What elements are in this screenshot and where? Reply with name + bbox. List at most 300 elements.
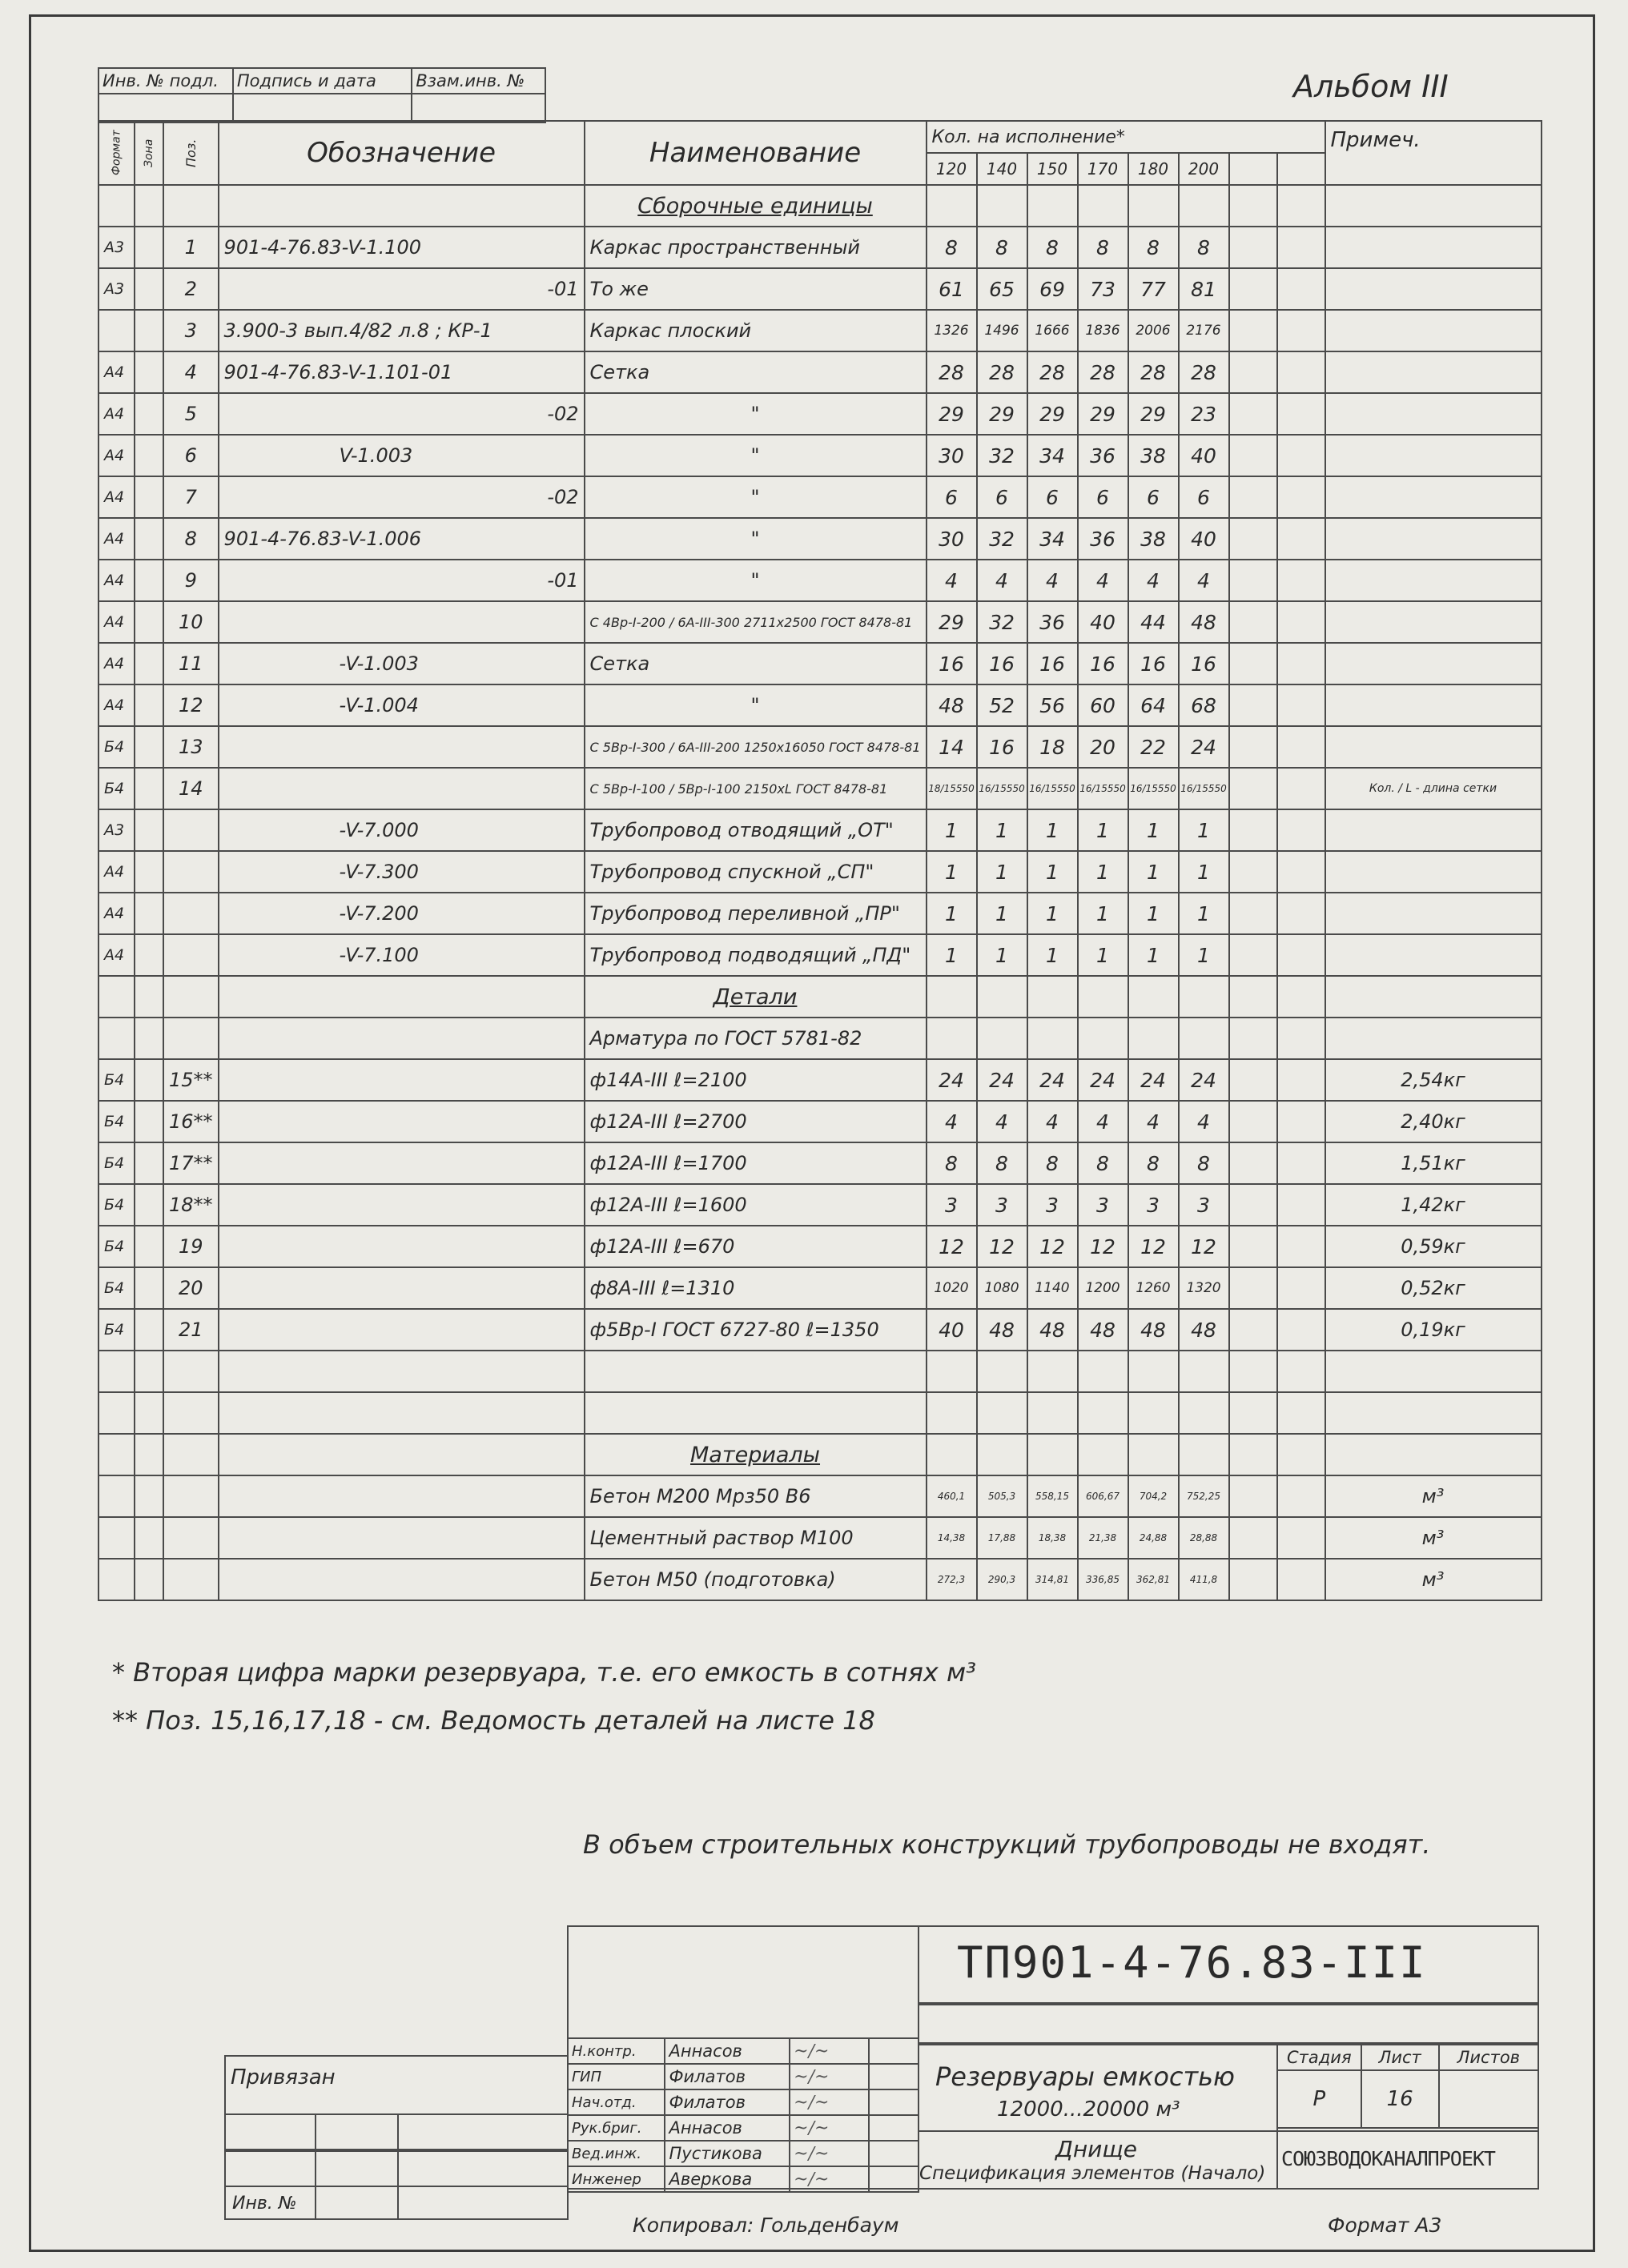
designation-header: Обозначение xyxy=(219,121,585,185)
name-cell: ф12А-III ℓ=2700 xyxy=(585,1101,927,1142)
qty-cell: 1 xyxy=(1027,893,1078,934)
name-cell: " xyxy=(585,476,927,518)
qty-cell: 8 xyxy=(1078,1142,1128,1184)
role-label: ГИП xyxy=(568,2064,665,2089)
qty-cell: 48 xyxy=(1027,1309,1078,1351)
extra-cell xyxy=(1229,1018,1277,1059)
position-cell: 20 xyxy=(163,1267,219,1309)
spec-row xyxy=(98,1101,1542,1142)
zone-cell xyxy=(135,1018,163,1059)
sign-label: Подпись и дата xyxy=(233,68,412,94)
qty-cell: 16 xyxy=(977,643,1027,684)
qty-cell xyxy=(977,1018,1027,1059)
qty-cell: 16/15550 xyxy=(1078,768,1128,809)
role-person: Пустикова xyxy=(665,2141,790,2166)
designation-cell: 901-4-76.83-V-1.101-01 xyxy=(219,351,585,393)
format-cell: А3 xyxy=(98,227,135,268)
note-cell: 2,54кг xyxy=(1325,1059,1542,1101)
designation-cell: -01 xyxy=(219,560,585,601)
name-cell: ф12А-III ℓ=1700 xyxy=(585,1142,927,1184)
extra-cell xyxy=(1277,809,1325,851)
zone-cell xyxy=(135,1226,163,1267)
remark: В объем строительных конструкций трубопроводы не входят. xyxy=(583,1829,1431,1860)
format-cell: А4 xyxy=(98,393,135,435)
position-cell xyxy=(163,1351,219,1392)
note-cell xyxy=(1325,393,1542,435)
qty-cell: 48 xyxy=(1078,1309,1128,1351)
signature-mark: ~∕~ xyxy=(794,2066,830,2087)
extra-cell xyxy=(1229,1517,1277,1559)
role-person: Аннасов xyxy=(665,2115,790,2141)
position-cell: 14 xyxy=(163,768,219,809)
name-cell: Трубопровод переливной „ПР" xyxy=(585,893,927,934)
qty-cell xyxy=(977,976,1027,1018)
qty-cell xyxy=(977,1351,1027,1392)
extra-cell xyxy=(1229,851,1277,893)
name-cell: Каркас пространственный xyxy=(585,227,927,268)
zone-cell xyxy=(135,268,163,310)
format-cell: Б4 xyxy=(98,1184,135,1226)
designation-cell xyxy=(219,1392,585,1434)
qty-cell xyxy=(1179,1434,1229,1475)
note-cell xyxy=(1325,726,1542,768)
note-cell xyxy=(1325,643,1542,684)
qty-cell xyxy=(1027,185,1078,227)
qty-cell: 2006 xyxy=(1128,310,1179,351)
qty-cell: 12 xyxy=(977,1226,1027,1267)
spec-row xyxy=(98,684,1542,726)
qty-cell: 16/15550 xyxy=(1128,768,1179,809)
extra-cell xyxy=(1277,1392,1325,1434)
format-cell: Б4 xyxy=(98,1267,135,1309)
qty-cell xyxy=(927,1392,977,1434)
designation-cell xyxy=(219,601,585,643)
position-cell: 5 xyxy=(163,393,219,435)
note-cell xyxy=(1325,684,1542,726)
extra-cell xyxy=(1277,601,1325,643)
name-cell: ф14А-III ℓ=2100 xyxy=(585,1059,927,1101)
qty-cell: 23 xyxy=(1179,393,1229,435)
spec-row xyxy=(98,310,1542,351)
role-person: Филатов xyxy=(665,2064,790,2089)
qty-cell: 12 xyxy=(1078,1226,1128,1267)
qty-cell: 38 xyxy=(1128,518,1179,560)
extra-cell xyxy=(1277,976,1325,1018)
qty-cell: 1 xyxy=(1128,851,1179,893)
qty-cell: 4 xyxy=(977,1101,1027,1142)
role-label: Инженер xyxy=(568,2166,665,2192)
replace-label: Взам.инв. № xyxy=(412,68,545,94)
signature-cell xyxy=(790,2064,869,2089)
qty-cell: 4 xyxy=(977,560,1027,601)
designation-cell: -V-1.004 xyxy=(219,684,585,726)
copied-by: Копировал: Гольденбаум xyxy=(633,2214,899,2237)
qty-cell: 1 xyxy=(927,893,977,934)
qty-cell xyxy=(1078,185,1128,227)
qty-cell: 3 xyxy=(1179,1184,1229,1226)
note-cell: 1,51кг xyxy=(1325,1142,1542,1184)
qty-cell: 1 xyxy=(1179,809,1229,851)
qty-cell: 28 xyxy=(1078,351,1128,393)
position-cell: 18** xyxy=(163,1184,219,1226)
note-cell xyxy=(1325,851,1542,893)
qty-cell: 4 xyxy=(1128,560,1179,601)
qty-cell: 65 xyxy=(977,268,1027,310)
qty-cell: 77 xyxy=(1128,268,1179,310)
qty-cell: 8 xyxy=(1179,1142,1229,1184)
extra-cell xyxy=(1229,1059,1277,1101)
qty-cell: 2176 xyxy=(1179,310,1229,351)
extra-cell xyxy=(1277,1309,1325,1351)
format-cell: А4 xyxy=(98,851,135,893)
qty-cell: 3 xyxy=(1078,1184,1128,1226)
name-cell: С 5Вр-I-300 / 6А-III-200 1250х16050 ГОСТ 8478-81 xyxy=(585,726,927,768)
role-row xyxy=(568,2166,919,2192)
zone-cell xyxy=(135,934,163,976)
qty-cell: 28 xyxy=(1128,351,1179,393)
extra-cell xyxy=(1229,809,1277,851)
position-cell xyxy=(163,1559,219,1600)
zone-cell xyxy=(135,393,163,435)
signature-cell xyxy=(790,2038,869,2064)
name-cell: Сборочные единицы xyxy=(585,185,927,227)
date-cell xyxy=(869,2115,919,2141)
zone-cell xyxy=(135,1392,163,1434)
zone-cell xyxy=(135,976,163,1018)
qty-cell: 36 xyxy=(1027,601,1078,643)
designation-cell: 3.900-3 вып.4/82 л.8 ; КР-1 xyxy=(219,310,585,351)
qty-cell: 16 xyxy=(977,726,1027,768)
position-cell xyxy=(163,809,219,851)
name-cell: То же xyxy=(585,268,927,310)
note-cell xyxy=(1325,893,1542,934)
qty-cell xyxy=(1078,1018,1128,1059)
qty-cell: 1 xyxy=(927,851,977,893)
zone-cell xyxy=(135,1475,163,1517)
pos-col-header: Поз. xyxy=(163,121,219,185)
designation-cell xyxy=(219,1101,585,1142)
qty-cell: 411,8 xyxy=(1179,1559,1229,1600)
extra-cell xyxy=(1277,1226,1325,1267)
extra-cell xyxy=(1229,684,1277,726)
format-cell: А4 xyxy=(98,560,135,601)
format-cell xyxy=(98,1351,135,1392)
qty-cell xyxy=(1027,976,1078,1018)
title-line-1: Резервуары емкостью xyxy=(935,2061,1235,2092)
designation-cell xyxy=(219,1559,585,1600)
spec-row xyxy=(98,1392,1542,1434)
position-cell: 12 xyxy=(163,684,219,726)
qty-cell: 22 xyxy=(1128,726,1179,768)
qty-cell: 56 xyxy=(1027,684,1078,726)
spec-row xyxy=(98,1309,1542,1351)
qty-cell: 28,88 xyxy=(1179,1517,1229,1559)
qty-cell: 8 xyxy=(927,1142,977,1184)
extra-cell xyxy=(1277,893,1325,934)
extra-cell xyxy=(1277,227,1325,268)
format-cell: А4 xyxy=(98,435,135,476)
qty-cell: 14,38 xyxy=(927,1517,977,1559)
qty-cell xyxy=(1179,1392,1229,1434)
extra-cell xyxy=(1277,1059,1325,1101)
qty-cell: 8 xyxy=(977,227,1027,268)
roles-table xyxy=(567,2037,919,2193)
position-cell: 2 xyxy=(163,268,219,310)
qty-cell: 16 xyxy=(1078,643,1128,684)
extra-cell xyxy=(1277,393,1325,435)
qty-cell: 6 xyxy=(927,476,977,518)
format-cell: А4 xyxy=(98,893,135,934)
note-cell: 0,59кг xyxy=(1325,1226,1542,1267)
qty-group-header: Кол. на исполнение* xyxy=(927,121,1325,153)
zone-cell xyxy=(135,684,163,726)
zone-cell xyxy=(135,726,163,768)
qty-cell: 1 xyxy=(977,934,1027,976)
designation-cell: V-1.003 xyxy=(219,435,585,476)
extra-cell xyxy=(1229,476,1277,518)
spec-row xyxy=(98,1184,1542,1226)
name-cell: ф5Вр-I ГОСТ 6727-80 ℓ=1350 xyxy=(585,1309,927,1351)
qty-cell: 4 xyxy=(927,1101,977,1142)
zone-cell xyxy=(135,809,163,851)
qty-cell: 12 xyxy=(927,1226,977,1267)
qty-cell: 1 xyxy=(927,934,977,976)
date-cell xyxy=(869,2141,919,2166)
qty-cell: 1 xyxy=(977,809,1027,851)
qty-cell: 314,81 xyxy=(1027,1559,1078,1600)
qty-cell: 272,3 xyxy=(927,1559,977,1600)
qty-cell: 1 xyxy=(1027,809,1078,851)
qty-cell: 3 xyxy=(927,1184,977,1226)
position-cell xyxy=(163,851,219,893)
zone-cell xyxy=(135,768,163,809)
qty-cell: 34 xyxy=(1027,518,1078,560)
qty-cell: 29 xyxy=(1027,393,1078,435)
position-cell: 17** xyxy=(163,1142,219,1184)
inv-label-bottom: Инв. № xyxy=(232,2194,297,2214)
format-cell: Б4 xyxy=(98,768,135,809)
stage-label: Стадия xyxy=(1277,2045,1361,2070)
qty-cell: 24 xyxy=(1179,726,1229,768)
spec-row xyxy=(98,1475,1542,1517)
position-cell: 19 xyxy=(163,1226,219,1267)
note-header: Примеч. xyxy=(1325,121,1542,185)
spec-row xyxy=(98,851,1542,893)
zone-cell xyxy=(135,1059,163,1101)
note-cell xyxy=(1325,518,1542,560)
stage-table xyxy=(1276,2044,1539,2129)
extra-cell xyxy=(1277,1475,1325,1517)
format-cell: Б4 xyxy=(98,1309,135,1351)
signature-mark: ~∕~ xyxy=(794,2092,830,2113)
zone-cell xyxy=(135,1142,163,1184)
note-cell xyxy=(1325,227,1542,268)
designation-cell xyxy=(219,976,585,1018)
qty-cell xyxy=(1078,1392,1128,1434)
qty-cell: 28 xyxy=(1179,351,1229,393)
qty-cell: 1 xyxy=(1179,934,1229,976)
qty-cell: 1 xyxy=(977,893,1027,934)
format-cell: А3 xyxy=(98,268,135,310)
qty-cell xyxy=(1027,1434,1078,1475)
qty-cell: 6 xyxy=(1027,476,1078,518)
extra-cell xyxy=(1277,185,1325,227)
qty-cell: 6 xyxy=(977,476,1027,518)
name-cell: ф8А-III ℓ=1310 xyxy=(585,1267,927,1309)
qty-cell xyxy=(1027,1351,1078,1392)
signature-cell xyxy=(790,2089,869,2115)
qty-cell xyxy=(1078,976,1128,1018)
name-cell: С 5Вр-I-100 / 5Вр-I-100 2150хL ГОСТ 8478-81 xyxy=(585,768,927,809)
note-cell xyxy=(1325,1392,1542,1434)
signature-mark: ~∕~ xyxy=(794,2041,830,2061)
spec-row xyxy=(98,601,1542,643)
role-label: Нач.отд. xyxy=(568,2089,665,2115)
top-stamp-strip xyxy=(98,67,546,123)
designation-cell xyxy=(219,1142,585,1184)
date-cell xyxy=(869,2038,919,2064)
extra-cell xyxy=(1277,560,1325,601)
qty-cell xyxy=(977,1392,1027,1434)
name-cell: Сетка xyxy=(585,643,927,684)
qty-cell: 4 xyxy=(1078,560,1128,601)
qty-cell: 30 xyxy=(927,518,977,560)
note-cell xyxy=(1325,601,1542,643)
spec-row xyxy=(98,393,1542,435)
blank-cell xyxy=(918,2004,1539,2044)
qty-cell: 336,85 xyxy=(1078,1559,1128,1600)
note-cell xyxy=(1325,1018,1542,1059)
extra-cell xyxy=(1229,934,1277,976)
qty-cell: 4 xyxy=(1027,560,1078,601)
name-cell xyxy=(585,1392,927,1434)
designation-cell xyxy=(219,1351,585,1392)
zone-cell xyxy=(135,1267,163,1309)
format-cell: А4 xyxy=(98,934,135,976)
note-cell: 0,19кг xyxy=(1325,1309,1542,1351)
qty-cell: 4 xyxy=(1078,1101,1128,1142)
extra-cell xyxy=(1277,1559,1325,1600)
format-cell: Б4 xyxy=(98,1142,135,1184)
zone-cell xyxy=(135,851,163,893)
specification-body xyxy=(98,121,1542,1600)
subtitle-2: Спецификация элементов (Начало) xyxy=(919,2163,1266,2184)
qty-cell: 48 xyxy=(927,684,977,726)
qty-cell: 38 xyxy=(1128,435,1179,476)
format-cell xyxy=(98,1018,135,1059)
qty-cell: 1 xyxy=(977,851,1027,893)
qty-cell xyxy=(1078,1351,1128,1392)
qty-cell xyxy=(1128,1434,1179,1475)
qty-cell: 704,2 xyxy=(1128,1475,1179,1517)
variant-header: 150 xyxy=(1027,153,1078,185)
designation-cell xyxy=(219,1517,585,1559)
position-cell: 16** xyxy=(163,1101,219,1142)
designation-cell: -V-7.000 xyxy=(219,809,585,851)
note-cell: 2,40кг xyxy=(1325,1101,1542,1142)
qty-cell: 1200 xyxy=(1078,1267,1128,1309)
qty-cell xyxy=(977,1434,1027,1475)
qty-cell: 44 xyxy=(1128,601,1179,643)
qty-cell: 29 xyxy=(927,601,977,643)
zone-cell xyxy=(135,560,163,601)
designation-cell xyxy=(219,1226,585,1267)
extra-cell xyxy=(1277,1351,1325,1392)
qty-cell: 1 xyxy=(1027,934,1078,976)
role-label: Вед.инж. xyxy=(568,2141,665,2166)
qty-cell: 1 xyxy=(1179,851,1229,893)
qty-cell: 362,81 xyxy=(1128,1559,1179,1600)
zone-cell xyxy=(135,1101,163,1142)
qty-cell: 1020 xyxy=(927,1267,977,1309)
spec-row xyxy=(98,227,1542,268)
spec-row xyxy=(98,1559,1542,1600)
role-row xyxy=(568,2038,919,2064)
name-header: Наименование xyxy=(585,121,927,185)
extra-cell xyxy=(1229,393,1277,435)
format-cell xyxy=(98,1475,135,1517)
qty-cell: 29 xyxy=(1128,393,1179,435)
designation-cell xyxy=(219,1475,585,1517)
extra-cell xyxy=(1277,934,1325,976)
qty-cell: 8 xyxy=(1128,1142,1179,1184)
position-cell xyxy=(163,1517,219,1559)
extra-cell xyxy=(1277,851,1325,893)
spec-row xyxy=(98,518,1542,560)
note-cell: 1,42кг xyxy=(1325,1184,1542,1226)
qty-cell: 48 xyxy=(1179,1309,1229,1351)
qty-cell: 16/15550 xyxy=(1027,768,1078,809)
spec-row xyxy=(98,726,1542,768)
designation-cell: -V-7.200 xyxy=(219,893,585,934)
format-cell: А3 xyxy=(98,809,135,851)
format-cell: Б4 xyxy=(98,1226,135,1267)
designation-cell: -V-7.300 xyxy=(219,851,585,893)
qty-cell: 24 xyxy=(1128,1059,1179,1101)
format-cell: Б4 xyxy=(98,1059,135,1101)
format-col-header: Формат xyxy=(98,121,135,185)
zone-cell xyxy=(135,185,163,227)
position-cell xyxy=(163,1475,219,1517)
qty-cell: 24 xyxy=(927,1059,977,1101)
qty-cell: 64 xyxy=(1128,684,1179,726)
sheet-label: Лист xyxy=(1361,2045,1439,2070)
signature-cell xyxy=(790,2166,869,2192)
note-cell: м³ xyxy=(1325,1559,1542,1600)
extra-cell xyxy=(1229,768,1277,809)
position-cell xyxy=(163,934,219,976)
qty-cell: 32 xyxy=(977,435,1027,476)
format-cell: А4 xyxy=(98,476,135,518)
qty-cell: 558,15 xyxy=(1027,1475,1078,1517)
qty-cell xyxy=(1128,1392,1179,1434)
specification-table xyxy=(98,120,1542,1601)
spec-row xyxy=(98,809,1542,851)
position-cell: 11 xyxy=(163,643,219,684)
extra-cell xyxy=(1229,1184,1277,1226)
extra-cell xyxy=(1229,310,1277,351)
qty-cell xyxy=(927,1434,977,1475)
qty-cell: 24 xyxy=(1027,1059,1078,1101)
qty-cell: 8 xyxy=(977,1142,1027,1184)
variant-header-empty xyxy=(1277,153,1325,185)
extra-cell xyxy=(1277,268,1325,310)
footnote-1: * Вторая цифра марки резервуара, т.е. его емкость в сотнях м³ xyxy=(112,1657,976,1688)
designation-cell: 901-4-76.83-V-1.006 xyxy=(219,518,585,560)
extra-cell xyxy=(1229,518,1277,560)
zone-cell xyxy=(135,1517,163,1559)
zone-cell xyxy=(135,1434,163,1475)
